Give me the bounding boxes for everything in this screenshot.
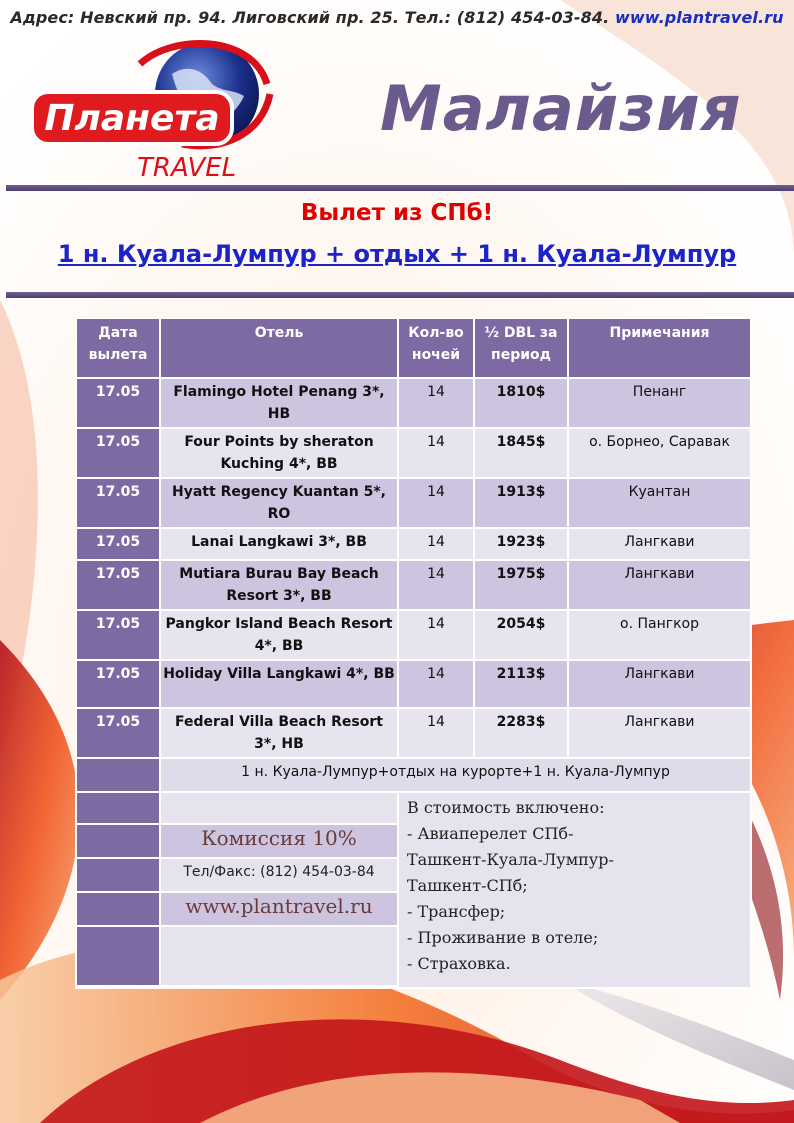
row-price: 1975$ [474, 560, 568, 610]
row-price: 2054$ [474, 610, 568, 660]
table-row [76, 428, 751, 478]
footer-blank-cell [160, 792, 398, 824]
row-price: 2283$ [474, 708, 568, 758]
table-header-row [76, 318, 751, 378]
summary-text: 1 н. Куала-Лумпур+отдых на курорте+1 н. Куала-Лумпур [160, 758, 751, 792]
row-hotel: Pangkor Island Beach Resort 4*, BB [160, 610, 398, 660]
table-row [76, 478, 751, 528]
included-services [398, 792, 751, 988]
header-website-link[interactable]: www.plantravel.ru [614, 8, 784, 27]
footer-date-cell [76, 892, 160, 926]
row-nights: 14 [398, 528, 474, 560]
row-date: 17.05 [76, 660, 160, 708]
header-nights: Кол-во ночей [398, 318, 474, 378]
row-hotel: Four Points by sheraton Kuching 4*, BB [160, 428, 398, 478]
row-hotel: Flamingo Hotel Penang 3*, HB [160, 378, 398, 428]
row-note: о. Борнео, Саравак [568, 428, 751, 478]
table-row [76, 560, 751, 610]
row-note: Лангкави [568, 560, 751, 610]
row-price: 1923$ [474, 528, 568, 560]
table-row [76, 708, 751, 758]
footer-date-cell [76, 986, 160, 988]
footer-date-cell [76, 824, 160, 858]
route-headline[interactable]: 1 н. Куала-Лумпур + отдых + 1 н. Куала-Лумпур [57, 240, 737, 268]
table-row [76, 528, 751, 560]
row-hotel: Hyatt Regency Kuantan 5*, RO [160, 478, 398, 528]
table-row [76, 610, 751, 660]
footer-date-cell [76, 792, 160, 824]
footer-date-cell [76, 926, 160, 986]
included-line: - Страховка. [407, 954, 511, 973]
header-notes: Примечания [568, 318, 751, 378]
footer-blank-cell [160, 926, 398, 986]
included-line: - Авиаперелет СПб- [407, 824, 574, 843]
tour-price-table [75, 317, 752, 989]
row-date: 17.05 [76, 478, 160, 528]
row-note: Куантан [568, 478, 751, 528]
row-price: 1845$ [474, 428, 568, 478]
summary-date-cell [76, 758, 160, 792]
departure-headline: Вылет из СПб! [300, 200, 494, 226]
row-hotel: Lanai Langkawi 3*, BB [160, 528, 398, 560]
row-nights: 14 [398, 660, 474, 708]
country-title: Малайзия [380, 72, 742, 145]
row-date: 17.05 [76, 428, 160, 478]
row-hotel: Mutiara Burau Bay Beach Resort 3*, BB [160, 560, 398, 610]
footer-website-link[interactable]: www.plantravel.ru [160, 892, 398, 926]
row-price: 2113$ [474, 660, 568, 708]
planeta-travel-logo [22, 34, 282, 184]
included-line: - Проживание в отеле; [407, 928, 599, 947]
row-note: Лангкави [568, 528, 751, 560]
row-date: 17.05 [76, 610, 160, 660]
row-price: 1913$ [474, 478, 568, 528]
summary-row [76, 758, 751, 792]
row-note: Пенанг [568, 378, 751, 428]
address-text: Адрес: Невский пр. 94. Лиговский пр. 25. Тел.: (812) 454-03-84. [10, 8, 615, 27]
svg-text:Планета: Планета [44, 98, 220, 139]
divider-bottom [6, 292, 794, 298]
row-nights: 14 [398, 478, 474, 528]
row-nights: 14 [398, 428, 474, 478]
row-nights: 14 [398, 560, 474, 610]
contact-address-line [0, 8, 794, 27]
row-note: о. Пангкор [568, 610, 751, 660]
header-price: ½ DBL за период [474, 318, 568, 378]
footer-blank-cell [160, 986, 398, 988]
row-price: 1810$ [474, 378, 568, 428]
header-hotel: Отель [160, 318, 398, 378]
row-date: 17.05 [76, 378, 160, 428]
row-nights: 14 [398, 708, 474, 758]
svg-text:TRAVEL: TRAVEL [137, 153, 237, 183]
included-line: В стоимость включено: [407, 798, 605, 817]
included-line: Ташкент-СПб; [407, 876, 528, 895]
row-nights: 14 [398, 378, 474, 428]
row-date: 17.05 [76, 528, 160, 560]
phone-fax-text: Тел/Факс: (812) 454-03-84 [160, 858, 398, 892]
row-note: Лангкави [568, 708, 751, 758]
table-row [76, 660, 751, 708]
included-line: Ташкент-Куала-Лумпур- [407, 850, 614, 869]
row-date: 17.05 [76, 560, 160, 610]
row-hotel: Federal Villa Beach Resort 3*, HB [160, 708, 398, 758]
footer-date-cell [76, 858, 160, 892]
row-date: 17.05 [76, 708, 160, 758]
row-hotel: Holiday Villa Langkawi 4*, BB [160, 660, 398, 708]
footer-row [76, 792, 751, 824]
table-row [76, 378, 751, 428]
header-date: Дата вылета [76, 318, 160, 378]
row-note: Лангкави [568, 660, 751, 708]
included-line: - Трансфер; [407, 902, 506, 921]
commission-text: Комиссия 10% [160, 824, 398, 858]
divider-top [6, 185, 794, 191]
row-nights: 14 [398, 610, 474, 660]
